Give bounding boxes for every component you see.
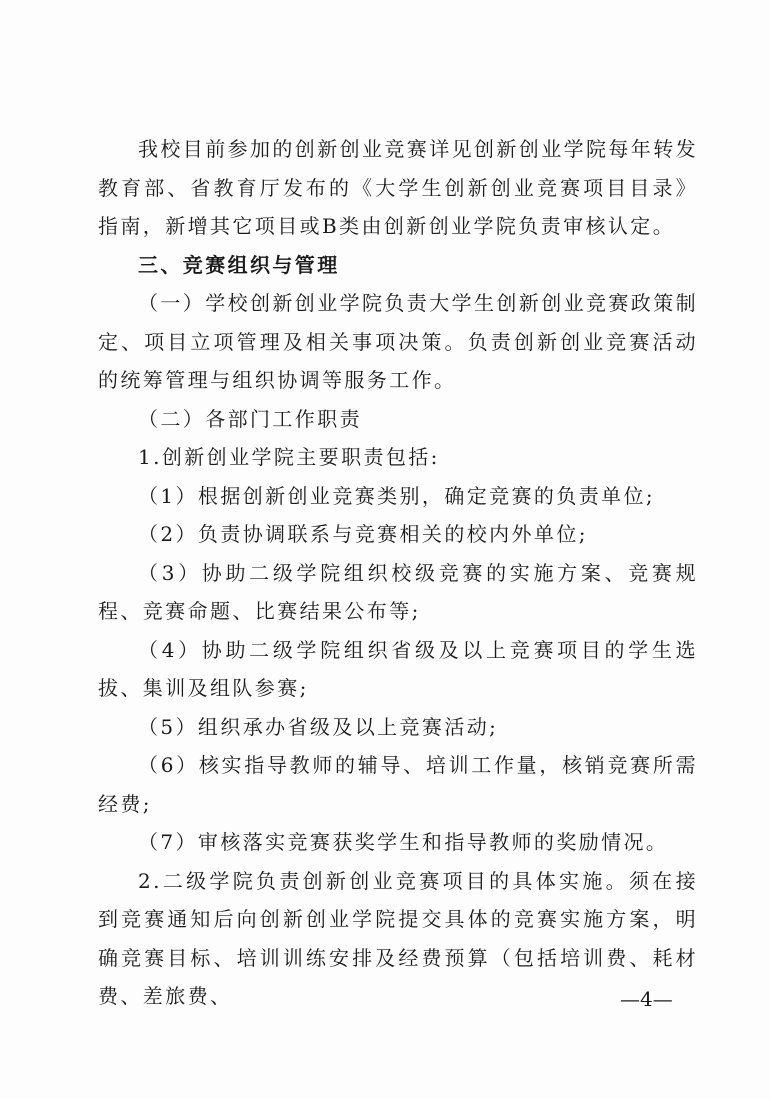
list-item: （1）根据创新创业竞赛类别，确定竞赛的负责单位; [138, 483, 656, 508]
list-item: （6）核实指导教师的辅导、培训工作量，核销竞赛所需经费; [98, 753, 698, 816]
list-item: （2）负责协调联系与竞赛相关的校内外单位; [138, 522, 588, 546]
paragraph-item-2: （二）各部门工作职责 [138, 406, 362, 431]
paragraph-intro: 我校目前参加的创新创业竞赛详见创新创业学院每年转发教育部、省教育厅发布的《大学生创新创业竞赛项目目录》指南，新增其它项目或B类由创新创业学院负责审核认定。 [98, 137, 698, 238]
section-heading: 三、竞赛组织与管理 [138, 252, 340, 277]
document-body [98, 130, 698, 1016]
list-item: （3）协助二级学院组织校级竞赛的实施方案、竞赛规程、竞赛命题、比赛结果公布等; [98, 560, 698, 623]
list-item: （5）组织承办省级及以上竞赛活动; [138, 714, 499, 739]
list-item: （4）协助二级学院组织省级及以上竞赛项目的学生选拔、集训及组队参赛; [98, 637, 698, 700]
paragraph-sub-1: 1.创新创业学院主要职责包括: [138, 445, 440, 469]
paragraph-sub-2: 2.二级学院负责创新创业竞赛项目的具体实施。须在接到竞赛通知后向创新创业学院提交具体的竞赛实施方案，明确竞赛目标、培训训练安排及经费预算（包括培训费、耗材费、差旅费、 [98, 868, 698, 1008]
page-number: —4— [620, 987, 673, 1011]
paragraph-item-1: （一）学校创新创业学院负责大学生创新创业竞赛政策制定、项目立项管理及相关事项决策。负责创新创业竞赛活动的统筹管理与组织协调等服务工作。 [98, 291, 698, 392]
list-item: （7）审核落实竞赛获奖学生和指导教师的奖励情况。 [138, 830, 669, 854]
